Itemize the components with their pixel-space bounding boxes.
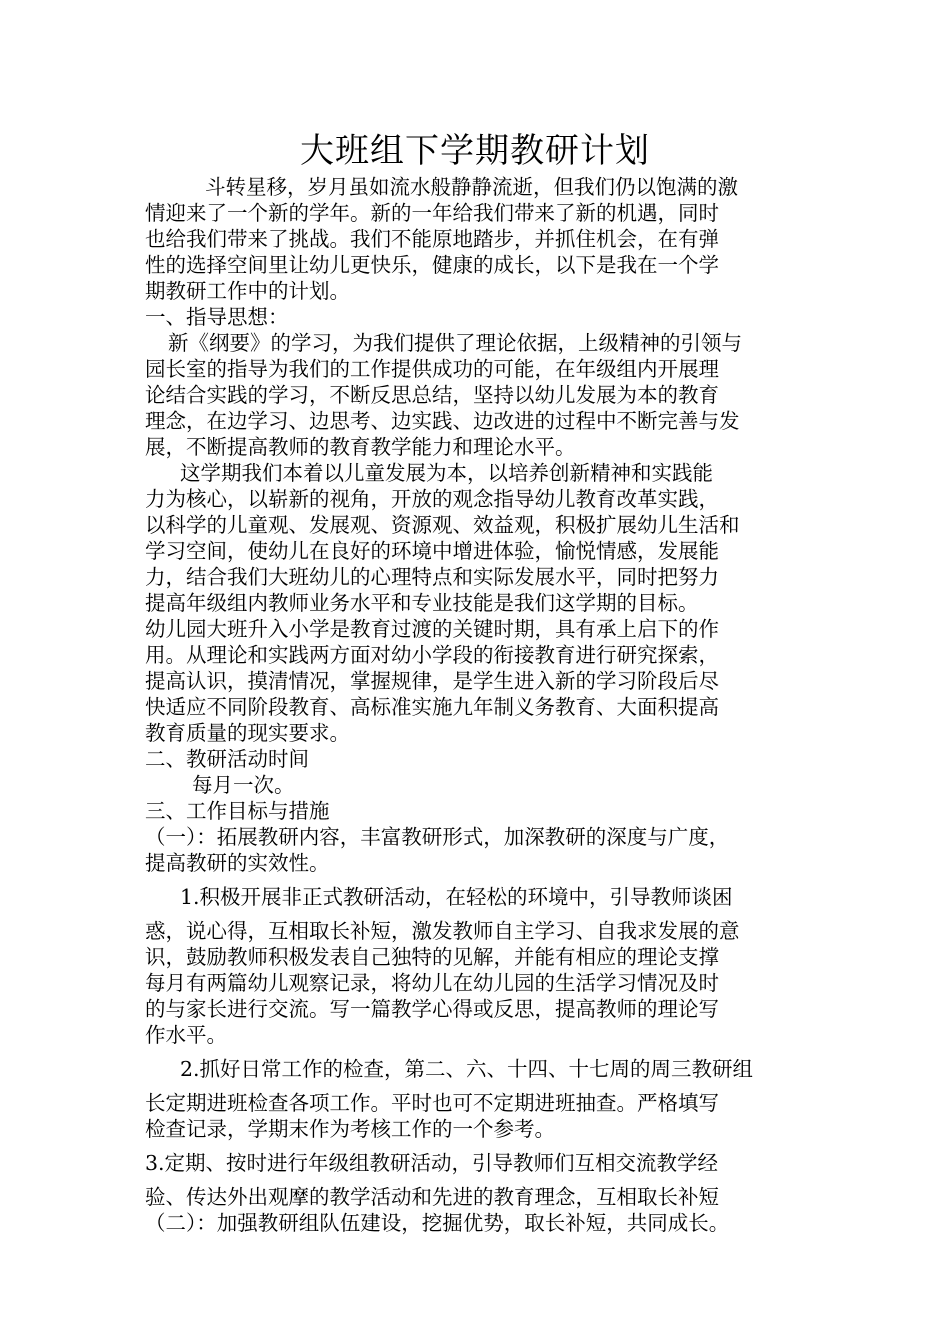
section-heading: 三、工作目标与措施 bbox=[145, 799, 330, 823]
paragraph-line: 以科学的儿童观、发展观、资源观、效益观，积极扩展幼儿生活和 bbox=[145, 513, 740, 537]
section-heading: 一、指导思想： bbox=[145, 305, 289, 329]
paragraph-line: 每月一次。 bbox=[192, 773, 295, 797]
paragraph-line: 园长室的指导为我们的工作提供成功的可能，在年级组内开展理 bbox=[145, 357, 719, 381]
paragraph-line: 2.抓好日常工作的检查，第二、六、十四、十七周的周三教研组 bbox=[180, 1057, 754, 1081]
paragraph-line: 幼儿园大班升入小学是教育过渡的关键时期，具有承上启下的作 bbox=[145, 617, 719, 641]
paragraph-line: 1.积极开展非正式教研活动，在轻松的环境中，引导教师谈困 bbox=[180, 885, 733, 909]
page-title: 大班组下学期教研计划 bbox=[300, 131, 650, 171]
paragraph-line: 期教研工作中的计划。 bbox=[145, 279, 350, 303]
paragraph-line: 学习空间，使幼儿在良好的环境中增进体验，愉悦情感，发展能 bbox=[145, 539, 719, 563]
paragraph-line: 性的选择空间里让幼儿更快乐，健康的成长，以下是我在一个学 bbox=[145, 253, 719, 277]
paragraph-line: 验、传达外出观摩的教学活动和先进的教育理念，互相取长补短 bbox=[145, 1185, 719, 1209]
paragraph-line: 情迎来了一个新的学年。新的一年给我们带来了新的机遇，同时 bbox=[145, 201, 719, 225]
paragraph-line: 展，不断提高教师的教育教学能力和理论水平。 bbox=[145, 435, 576, 459]
paragraph-line: 力为核心，以崭新的视角，开放的观念指导幼儿教育改革实践， bbox=[145, 487, 719, 511]
subsection-heading: （一）：拓展教研内容，丰富教研形式，加深教研的深度与广度， bbox=[145, 825, 730, 849]
paragraph-line: 教育质量的现实要求。 bbox=[145, 721, 350, 745]
paragraph-line: 每月有两篇幼儿观察记录，将幼儿在幼儿园的生活学习情况及时 bbox=[145, 971, 719, 995]
paragraph-line: 提高认识，摸清情况，掌握规律，是学生进入新的学习阶段后尽 bbox=[145, 669, 719, 693]
paragraph-line: 识，鼓励教师积极发表自己独特的见解，并能有相应的理论支撑 bbox=[145, 945, 719, 969]
section-heading: 二、教研活动时间 bbox=[145, 747, 309, 771]
paragraph-line: 作水平。 bbox=[145, 1023, 227, 1047]
paragraph-line: 提高年级组内教师业务水平和专业技能是我们这学期的目标。 bbox=[145, 591, 699, 615]
paragraph-line: 斗转星移，岁月虽如流水般静静流逝，但我们仍以饱满的激 bbox=[205, 175, 738, 199]
paragraph-line: 惑，说心得，互相取长补短，激发教师自主学习、自我求发展的意 bbox=[145, 919, 740, 943]
paragraph-line: 力，结合我们大班幼儿的心理特点和实际发展水平，同时把努力 bbox=[145, 565, 719, 589]
paragraph-line: 新《纲要》的学习，为我们提供了理论依据，上级精神的引领与 bbox=[168, 331, 742, 355]
subsection-heading: （二）：加强教研组队伍建设，挖掘优势，取长补短，共同成长。 bbox=[145, 1211, 730, 1235]
paragraph-line: 长定期进班检查各项工作。平时也可不定期进班抽查。严格填写 bbox=[145, 1091, 719, 1115]
paragraph-line: 用。从理论和实践两方面对幼小学段的衔接教育进行研究探索， bbox=[145, 643, 719, 667]
paragraph-line: 检查记录，学期末作为考核工作的一个参考。 bbox=[145, 1117, 555, 1141]
paragraph-line: 这学期我们本着以儿童发展为本，以培养创新精神和实践能 bbox=[180, 461, 713, 485]
paragraph-line: 的与家长进行交流。写一篇教学心得或反思，提高教师的理论写 bbox=[145, 997, 719, 1021]
paragraph-line: 提高教研的实效性。 bbox=[145, 851, 330, 875]
paragraph-line: 理念，在边学习、边思考、边实践、边改进的过程中不断完善与发 bbox=[145, 409, 740, 433]
paragraph-line: 3.定期、按时进行年级组教研活动，引导教师们互相交流教学经 bbox=[145, 1151, 719, 1175]
paragraph-line: 也给我们带来了挑战。我们不能原地踏步，并抓住机会，在有弹 bbox=[145, 227, 719, 251]
paragraph-line: 论结合实践的学习，不断反思总结，坚持以幼儿发展为本的教育 bbox=[145, 383, 719, 407]
paragraph-line: 快适应不同阶段教育、高标准实施九年制义务教育、大面积提高 bbox=[145, 695, 719, 719]
